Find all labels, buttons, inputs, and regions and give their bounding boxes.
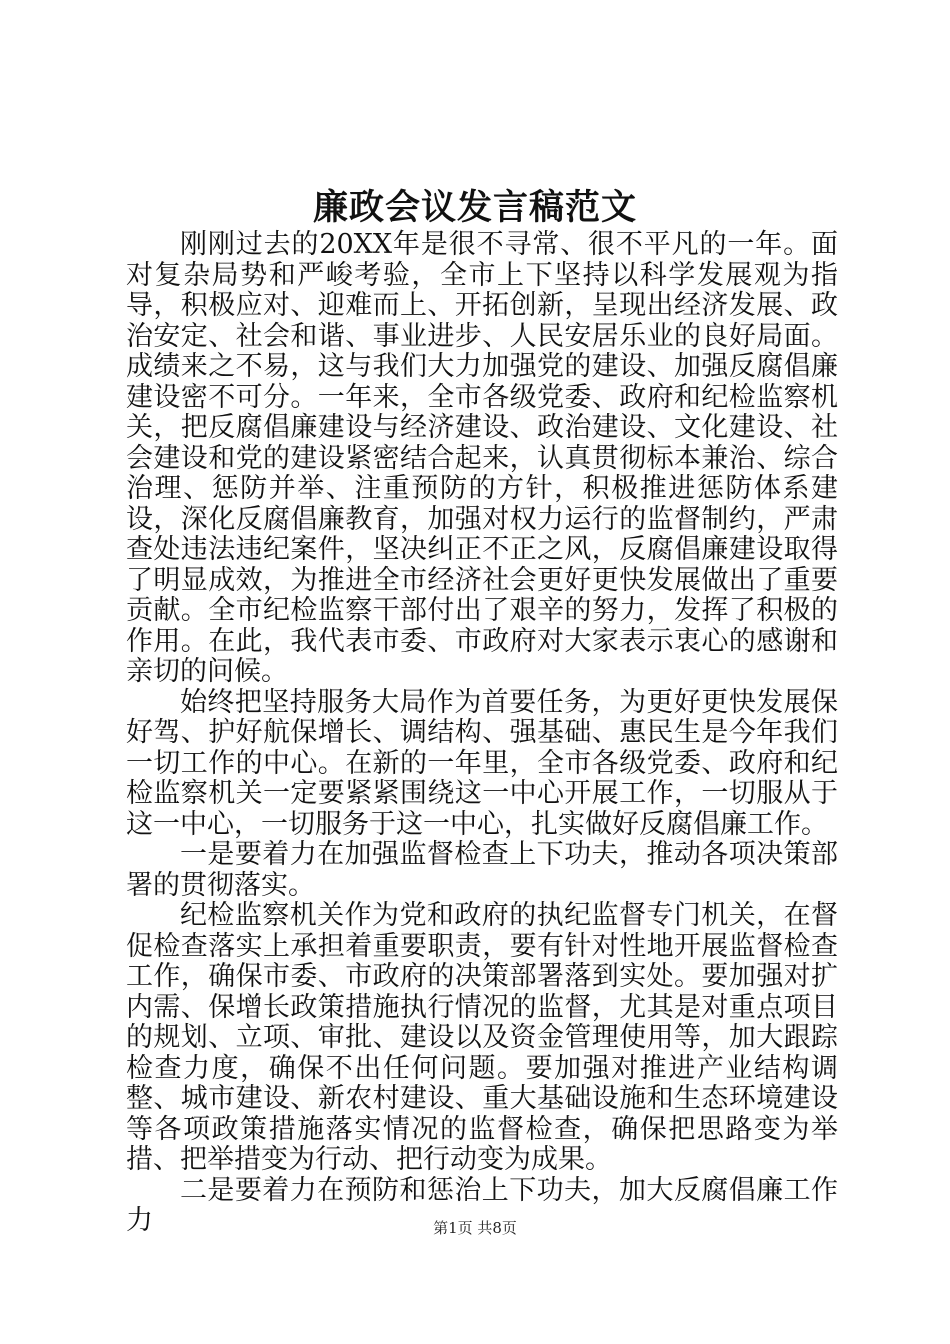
paragraph-1: 刚刚过去的20XX年是很不寻常、很不平凡的一年。面对复杂局势和严峻考验，全市上下坚持以科学发展观为指导，积极应对、迎难而上、开拓创新，呈现出经济发展、政治安定、社会和谐、事业进步、人民安居乐业的良好局面。成绩来之不易，这与我们大力加强党的建设、加强反腐倡廉建设密不可分。一年来，全市各级党委、政府和纪检监察机关，把反腐倡廉建设与经济建设、政治建设、文化建设、社会建设和党的建设紧密结合起来，认真贯彻标本兼治、综合治理、惩防并举、注重预防的方针，积极推进惩防体系建设，深化反腐倡廉教育，加强对权力运行的监督制约，严肃查处违法违纪案件，坚决纠正不正之风，反腐倡廉建设取得了明显成效，为推进全市经济社会更好更快发展做出了重要贡献。全市纪检监察干部付出了艰辛的努力，发挥了积极的作用。在此，我代表市委、市政府对大家表示衷心的感谢和亲切的问候。 bbox=[126, 229, 838, 687]
document-body bbox=[126, 230, 838, 1237]
paragraph-2: 始终把坚持服务大局作为首要任务，为更好更快发展保好驾、护好航保增长、调结构、强基础、惠民生是今年我们一切工作的中心。在新的一年里，全市各级党委、政府和纪检监察机关一定要紧紧围绕这一中心开展工作，一切服从于这一中心，一切服务于这一中心，扎实做好反腐倡廉工作。 bbox=[126, 686, 838, 840]
paragraph-5: 二是要着力在预防和惩治上下功夫，加大反腐倡廉工作力 bbox=[126, 1174, 838, 1236]
paragraph-3: 一是要着力在加强监督检查上下功夫，推动各项决策部署的贯彻落实。 bbox=[126, 839, 838, 901]
page-number-footer: 第1页 共8页 bbox=[433, 1219, 517, 1237]
document-title: 廉政会议发言稿范文 bbox=[312, 187, 637, 228]
paragraph-4: 纪检监察机关作为党和政府的执纪监督专门机关，在督促检查落实上承担着重要职责，要有针对性地开展监督检查工作，确保市委、市政府的决策部署落到实处。要加强对扩内需、保增长政策措施执行情况的监督，尤其是对重点项目的规划、立项、审批、建设以及资金管理使用等，加大跟踪检查力度，确保不出任何问题。要加强对推进产业结构调整、城市建设、新农村建设、重大基础设施和生态环境建设等各项政策措施落实情况的监督检查，确保把思路变为举措、把举措变为行动、把行动变为成果。 bbox=[126, 900, 838, 1175]
